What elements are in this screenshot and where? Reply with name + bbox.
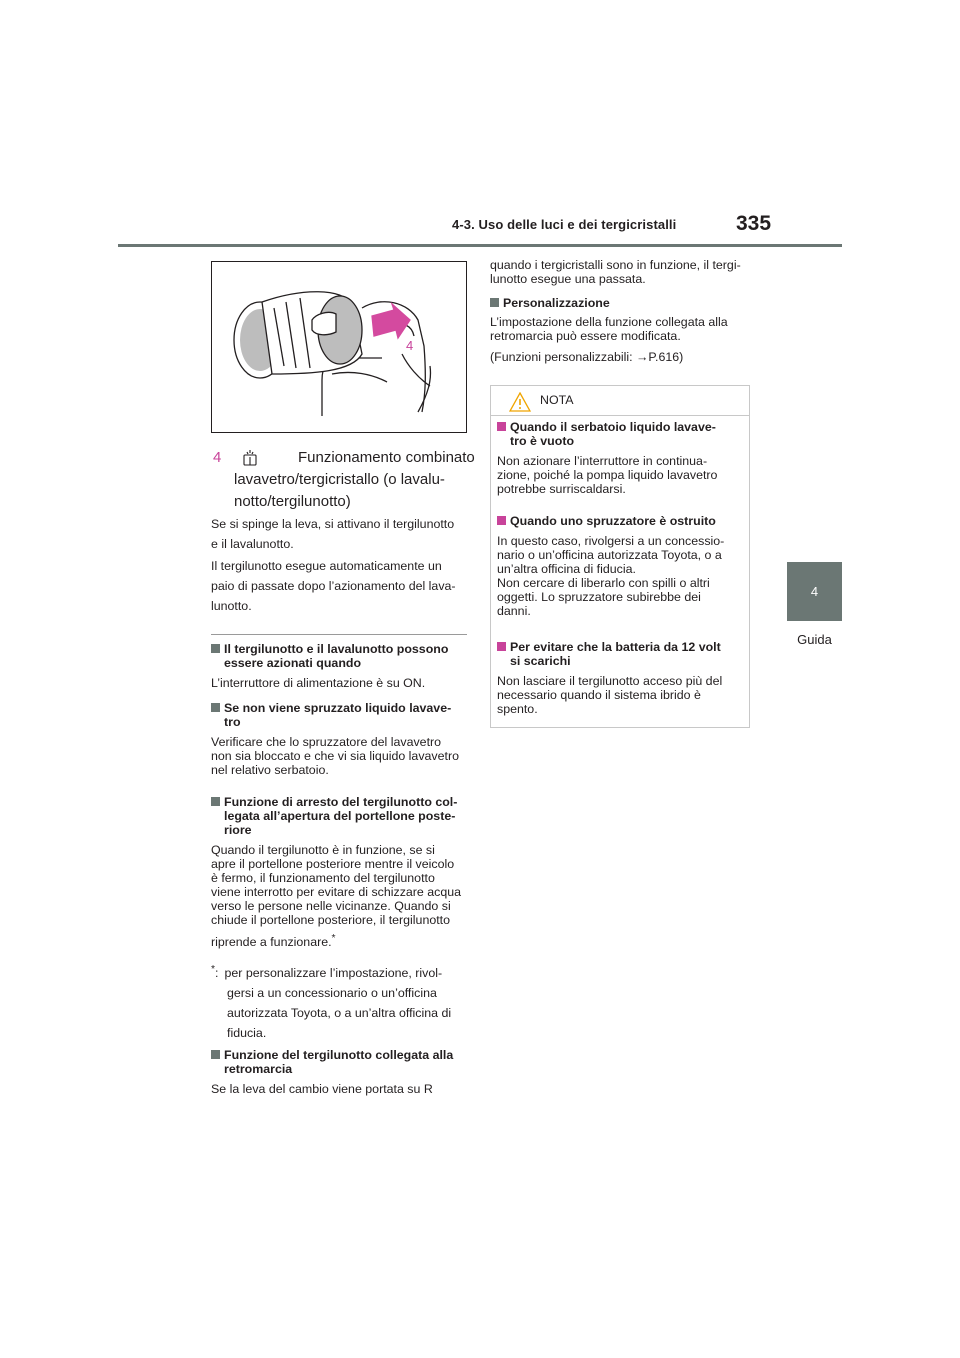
section-body: L’interruttore di alimentazione è su ON. (211, 676, 426, 690)
step-title-line3: notto/tergilunotto) (234, 493, 351, 510)
chapter-label: Guida (797, 632, 832, 647)
nota-heading: Per evitare che la batteria da 12 volt si scarichi (497, 640, 747, 668)
nota-body: Non azionare l’interruttore in continua- zione, poiché la pompa liquido lavavetro potrebbe surriscaldarsi. (497, 454, 718, 496)
step-description: Se si spinge la leva, si attivano il tergilunotto e il lavalunotto. (211, 517, 455, 551)
figure-callout: 4 (406, 338, 414, 353)
square-bullet-icon (211, 703, 220, 712)
section-heading: Personalizzazione (490, 296, 752, 310)
nota-title: NOTA (540, 393, 574, 407)
section-heading: Il tergilunotto e il lavalunotto possono essere azionati quando (211, 642, 471, 670)
section-body: Se la leva del cambio viene portata su R (211, 1082, 433, 1096)
lever-illustration (211, 261, 467, 433)
nota-body: Non lasciare il tergilunotto acceso più del necessario quando il sistema ibrido è spento. (497, 674, 723, 716)
section-body: L’impostazione della funzione collegata alla retromarcia può essere modificata. (490, 315, 728, 343)
nota-heading: Quando uno spruzzatore è ostruito (497, 514, 747, 528)
section-heading: Funzione del tergilunotto collegata alla retromarcia (211, 1048, 471, 1076)
step-title-line2: lavavetro/tergicristallo (o lavalu- (234, 471, 445, 488)
nota-box (490, 385, 750, 728)
section-heading: Funzione di arresto del tergilunotto col- legata all’apertura del portellone poste- riore (211, 795, 471, 837)
nota-body: In questo caso, rivolgersi a un concessio- nario o un’officina autorizzata Toyota, o a un’altra officina di fiducia. Non cercare di liberarlo con spilli o altri oggetti. Lo spruzzatore subirebbe dei danni. (497, 534, 725, 618)
nota-heading: Quando il serbatoio liquido lavave- tro è vuoto (497, 420, 747, 448)
continued-text: quando i tergicristalli sono in funzione, il tergi- lunotto esegue una passata. (490, 258, 741, 286)
page-number: 335 (736, 212, 772, 235)
square-bullet-icon (211, 797, 220, 806)
section-body: Quando il tergilunotto è in funzione, se si apre il portellone posteriore mentre il veicolo è fermo, il funzionamento del tergilunotto viene interrotto per evitare di schizzare acqua verso le persone nelle vicinanze. Quando si chiude il portellone posteriore, il tergilunotto riprende a funzionare.* (211, 843, 462, 950)
section-heading: Se non viene spruzzato liquido lavave- tro (211, 701, 471, 729)
square-bullet-icon (211, 1050, 220, 1059)
square-bullet-icon (497, 422, 506, 431)
wiper-lever-drawing (212, 262, 466, 432)
section-title: 4-3. Uso delle luci e dei tergicristalli (452, 217, 677, 232)
footnote: *: per personalizzare l’impostazione, rivol- gersi a un concessionario o un’officina autorizzata Toyota, o a un’altra officina di fiducia. (211, 964, 452, 1041)
step-title-line1: Funzionamento combinato (298, 449, 475, 466)
header-rule (118, 244, 842, 247)
square-bullet-icon (497, 642, 506, 651)
square-bullet-icon (490, 298, 499, 307)
square-bullet-icon (497, 516, 506, 525)
square-bullet-icon (211, 644, 220, 653)
rear-washer-icon (241, 449, 259, 467)
nota-header (491, 386, 749, 416)
section-body: Verificare che lo spruzzatore del lavavetro non sia bloccato e che vi sia liquido lavavetro nel relativo serbatoio. (211, 735, 459, 777)
step-note: Il tergilunotto esegue automaticamente un paio di passate dopo l’azionamento del lava- lunotto. (211, 559, 456, 613)
step-number: 4 (213, 449, 222, 466)
section-divider (211, 634, 467, 635)
cross-reference[interactable]: (Funzioni personalizzabili: →P.616) (490, 350, 684, 364)
warning-triangle-icon (509, 392, 531, 412)
chapter-tab[interactable]: 4 (787, 562, 842, 621)
